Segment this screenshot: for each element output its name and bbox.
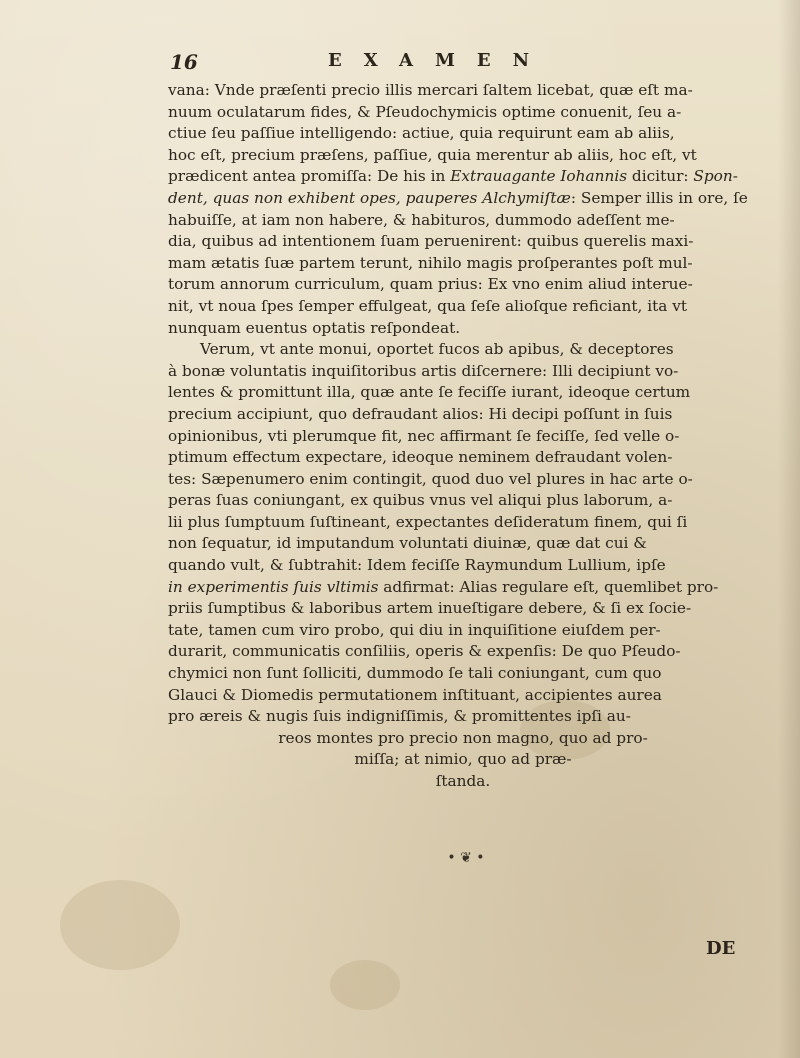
text-line <box>168 555 758 577</box>
text-segment: Glauci & Diomedis permutationem inſtituant, accipientes aurea <box>168 685 662 704</box>
text-segment: nit, vt noua ſpes ſemper effulgeat, qua ſeſe alioſque reficiant, ita vt <box>168 296 688 315</box>
text-line <box>168 80 758 102</box>
text-segment: hoc eſt, precium præſens, paſſiue, quia merentur ab aliis, hoc eſt, vt <box>168 145 697 164</box>
text-line <box>168 231 758 253</box>
text-segment: : Semper illis in ore, ſe <box>570 188 748 207</box>
text-segment: durarit, communicatis conſiliis, operis & expenſis: De quo Pſeudo- <box>168 642 681 661</box>
body-text <box>168 80 758 793</box>
text-line <box>168 296 758 318</box>
text-segment: lentes & promittunt illa, quæ ante ſe feciſſe iurant, ideoque certum <box>168 383 691 402</box>
text-segment: lii plus ſumptuum ſuſtineant, expectantes deſideratum finem, qui ſi <box>168 512 688 531</box>
text-segment: nunquam euentus optatis reſpondeat. <box>168 318 461 337</box>
text-line <box>168 210 758 232</box>
italic-text: Spon- <box>693 167 738 186</box>
text-segment: vana: Vnde præſenti precio illis mercari ſaltem licebat, quæ eſt ma- <box>168 81 693 99</box>
tailpiece-ornament: • ❦ • <box>447 850 485 866</box>
text-line <box>168 253 758 275</box>
page-number: 16 <box>170 50 198 74</box>
text-line <box>168 318 758 340</box>
text-line <box>168 382 758 404</box>
text-line <box>168 728 758 750</box>
text-line <box>168 706 758 728</box>
text-segment: chymici non ſunt ſolliciti, dummodo ſe tali coniungant, cum quo <box>168 664 662 683</box>
text-segment: ſtanda. <box>435 772 491 790</box>
text-line <box>168 274 758 296</box>
text-segment: opinionibus, vti plerumque fit, nec affirmant ſe feciſſe, ſed velle o- <box>168 426 680 445</box>
text-segment: adfirmat: Alias regulare eſt, quemlibet pro- <box>378 577 719 596</box>
text-line <box>168 361 758 383</box>
text-line <box>168 188 758 210</box>
text-line <box>168 577 758 599</box>
paper-stain <box>330 960 400 1010</box>
text-line <box>168 166 758 188</box>
text-line <box>168 102 758 124</box>
page-header <box>170 50 750 74</box>
text-line <box>168 663 758 685</box>
text-segment: ptimum effectum expectare, ideoque neminem defraudant volen- <box>168 448 673 467</box>
text-segment: Verum, vt ante monui, oportet fucos ab apibus, & deceptores <box>200 340 674 359</box>
italic-text: in experimentis ſuis vltimis <box>168 577 379 596</box>
catchword: DE <box>706 938 736 959</box>
text-segment: ctiue ſeu paſſiue intelligendo: actiue, quia requirunt eam ab aliis, <box>168 124 675 143</box>
text-segment: miſſa; at nimio, quo ad præ- <box>354 750 572 769</box>
text-line <box>168 641 758 663</box>
text-segment: reos montes pro precio non magno, quo ad pro- <box>278 728 648 747</box>
text-segment: pro æreis & nugis ſuis indigniſſimis, & promittentes ipſi au- <box>168 707 631 726</box>
text-segment: prædicent antea promiſſa: De his in <box>168 167 451 186</box>
text-line <box>168 512 758 534</box>
text-segment: à bonæ voluntatis inquiſitoribus artis diſcernere: Illi decipiunt vo- <box>168 361 679 380</box>
text-segment: priis ſumptibus & laboribus artem inueſtigare debere, & ſi ex ſocie- <box>168 599 692 618</box>
running-head: EXAMEN <box>328 50 552 71</box>
text-line <box>168 447 758 469</box>
text-segment: dia, quibus ad intentionem ſuam peruenirent: quibus querelis maxi- <box>168 232 694 251</box>
page-edge-shadow <box>778 0 800 1058</box>
text-segment: mam ætatis ſuæ partem terunt, nihilo magis proſperantes poſt mul- <box>168 253 693 272</box>
text-segment: tate, tamen cum viro probo, qui diu in inquiſitione eiuſdem per- <box>168 620 661 639</box>
text-segment: tes: Sæpenumero enim contingit, quod duo vel plures in hac arte o- <box>168 469 693 488</box>
text-line <box>168 771 758 793</box>
text-line <box>168 598 758 620</box>
text-line <box>168 533 758 555</box>
text-line <box>168 426 758 448</box>
text-segment: nuum oculatarum fides, & Pſeudochymicis optime conuenit, ſeu a- <box>168 102 682 121</box>
text-line <box>168 749 758 771</box>
text-segment: torum annorum curriculum, quam prius: Ex vno enim aliud interue- <box>168 275 693 294</box>
text-segment: precium accipiunt, quo defraudant alios: Hi decipi poſſunt in ſuis <box>168 404 673 423</box>
text-segment: quando vult, & ſubtrahit: Idem feciſſe Raymundum Lullium, ipſe <box>168 556 666 575</box>
text-line <box>168 339 758 361</box>
text-segment: peras ſuas coniungant, ex quibus vnus vel aliqui plus laborum, a- <box>168 491 673 510</box>
italic-text: dent, quas non exhibent opes, pauperes Alchymiſtæ <box>168 188 571 207</box>
text-line <box>168 490 758 512</box>
text-line <box>168 404 758 426</box>
text-segment: non ſequatur, id imputandum voluntati diuinæ, quæ dat cui & <box>168 534 647 553</box>
italic-text: Extrauagante Iohannis <box>450 167 628 186</box>
text-line <box>168 123 758 145</box>
text-segment: dicitur: <box>627 167 694 186</box>
text-line <box>168 685 758 707</box>
text-line <box>168 469 758 491</box>
paper-stain <box>60 880 180 970</box>
text-line <box>168 145 758 167</box>
text-line <box>168 620 758 642</box>
text-segment: habuiſſe, at iam non habere, & habituros, dummodo adeſſent me- <box>168 210 675 229</box>
